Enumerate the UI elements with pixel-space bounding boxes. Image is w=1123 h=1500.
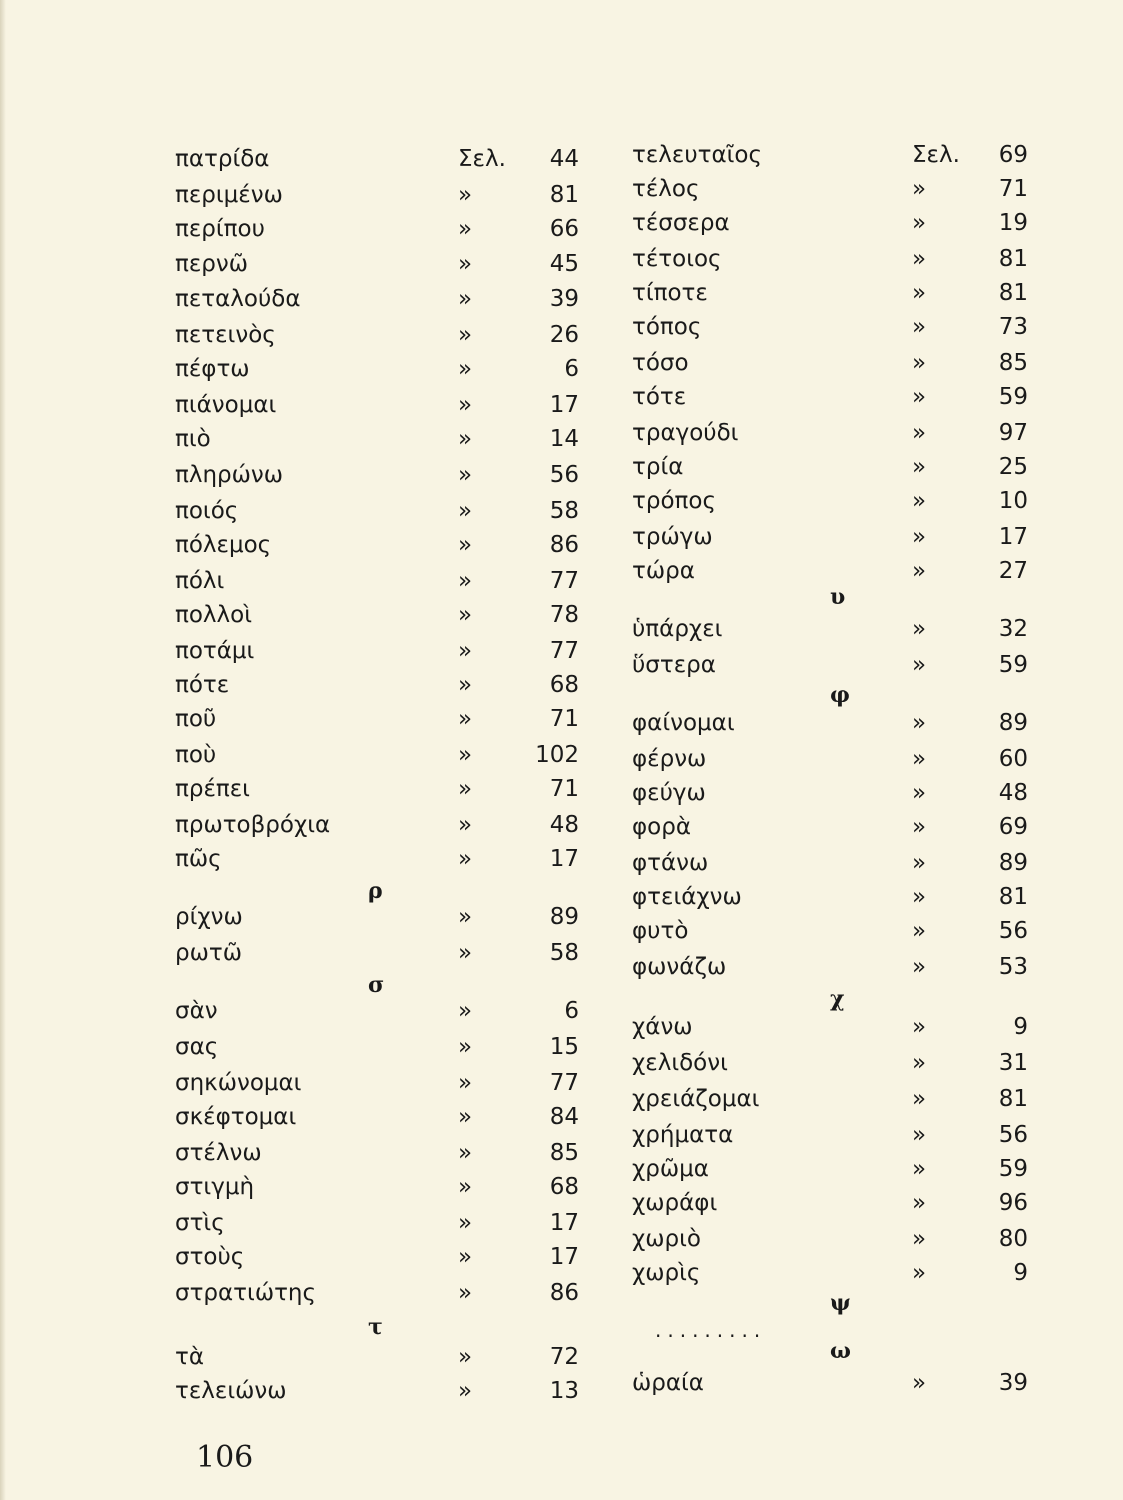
index-entry	[0, 494, 600, 528]
index-entry	[600, 346, 1123, 380]
index-page-number: 81	[998, 246, 1028, 272]
index-page-number: 77	[549, 638, 579, 664]
ditto-mark: »	[458, 1174, 473, 1200]
ditto-mark: »	[458, 776, 473, 802]
ditto-mark: »	[458, 998, 473, 1024]
index-word: φεύγω	[632, 780, 706, 806]
index-entry	[0, 772, 600, 806]
index-page-number: 66	[549, 216, 579, 242]
index-word: περνῶ	[175, 251, 248, 277]
index-word: πόλεμος	[175, 532, 272, 558]
index-word: σὰν	[175, 998, 218, 1024]
index-page-number: 39	[998, 1370, 1028, 1396]
index-word: περιμένω	[175, 182, 283, 208]
index-word: χωριὸ	[632, 1226, 701, 1252]
index-entry	[0, 702, 600, 736]
index-word: φτειάχνω	[632, 884, 742, 910]
ditto-mark: »	[912, 524, 927, 550]
index-page-number: 48	[998, 780, 1028, 806]
index-word: σκέφτομαι	[175, 1104, 297, 1130]
index-entry	[0, 458, 600, 492]
index-entry	[600, 416, 1123, 450]
ditto-mark: »	[912, 350, 927, 376]
ditto-mark: »	[458, 1280, 473, 1306]
index-word: πετεινὸς	[175, 322, 276, 348]
index-entry	[600, 276, 1123, 310]
index-page-number: 60	[998, 746, 1028, 772]
index-page-number: 81	[998, 884, 1028, 910]
index-page-number: 71	[549, 776, 579, 802]
index-word: ποτάμι	[175, 638, 255, 664]
index-entry	[600, 520, 1123, 554]
index-page-number: 85	[549, 1140, 579, 1166]
index-page-number: 97	[998, 420, 1028, 446]
index-word: χωρὶς	[632, 1260, 701, 1286]
index-page-number: 53	[998, 954, 1028, 980]
ditto-mark: »	[912, 918, 927, 944]
index-word: τελειώνω	[175, 1378, 287, 1404]
index-page-number: 9	[1013, 1014, 1028, 1040]
index-entry	[0, 528, 600, 562]
page-label: Σελ.	[458, 146, 506, 172]
ditto-mark: »	[458, 216, 473, 242]
index-entry	[600, 450, 1123, 484]
ditto-mark: »	[912, 558, 927, 584]
index-page-number: 72	[549, 1344, 579, 1370]
index-word: φυτὸ	[632, 918, 689, 944]
ditto-mark: »	[458, 1070, 473, 1096]
index-word: χρήματα	[632, 1122, 734, 1148]
index-entry	[600, 1256, 1123, 1290]
ditto-mark: »	[912, 884, 927, 910]
ditto-mark: »	[458, 1210, 473, 1236]
ditto-mark: »	[458, 286, 473, 312]
ditto-mark: »	[458, 182, 473, 208]
index-word: ρωτῶ	[175, 940, 242, 966]
ditto-mark: »	[912, 850, 927, 876]
index-page-number: 10	[998, 488, 1028, 514]
ditto-mark: »	[458, 1244, 473, 1270]
index-page-number: 59	[998, 652, 1028, 678]
ditto-mark: »	[458, 426, 473, 452]
index-entry	[600, 1082, 1123, 1116]
index-word: πρωτοβρόχια	[175, 812, 331, 838]
ditto-mark: »	[912, 1190, 927, 1216]
index-page-number: 14	[549, 426, 579, 452]
index-word: τὰ	[175, 1344, 205, 1370]
index-entry	[0, 808, 600, 842]
index-word: σας	[175, 1034, 219, 1060]
index-page-number: 102	[535, 742, 579, 768]
index-word: πρέπει	[175, 776, 250, 802]
ditto-mark: »	[912, 314, 927, 340]
ditto-mark: »	[912, 652, 927, 678]
ditto-mark: »	[458, 568, 473, 594]
index-page-number: 84	[549, 1104, 579, 1130]
index-word: ὕστερα	[632, 652, 716, 678]
index-page-number: 26	[549, 322, 579, 348]
index-word: τίποτε	[632, 280, 708, 306]
index-entry	[0, 212, 600, 246]
ditto-mark: »	[912, 1122, 927, 1148]
index-entry	[0, 1374, 600, 1408]
index-page-number: 45	[549, 251, 579, 277]
index-word: χελιδόνι	[632, 1050, 728, 1076]
index-word: πότε	[175, 672, 230, 698]
ditto-mark: »	[458, 498, 473, 524]
index-entry	[0, 564, 600, 598]
section-letter: χ	[830, 986, 845, 1012]
index-word: τέτοιος	[632, 246, 722, 272]
index-entry	[600, 1152, 1123, 1186]
index-word: φαίνομαι	[632, 710, 735, 736]
index-word: πόλι	[175, 568, 225, 594]
section-letter: υ	[830, 584, 846, 610]
index-entry	[0, 598, 600, 632]
index-word: στὶς	[175, 1210, 225, 1236]
index-entry	[0, 1240, 600, 1274]
index-entry	[600, 880, 1123, 914]
index-page-number: 77	[549, 1070, 579, 1096]
section-letter: ψ	[830, 1290, 851, 1316]
index-page-number: 15	[549, 1034, 579, 1060]
index-entry	[600, 1046, 1123, 1080]
index-entry	[0, 388, 600, 422]
index-word: ὑπάρχει	[632, 616, 723, 642]
index-entry	[0, 1066, 600, 1100]
ditto-mark: »	[912, 616, 927, 642]
index-word: στέλνω	[175, 1140, 262, 1166]
index-entry	[0, 422, 600, 456]
index-page-number: 39	[549, 286, 579, 312]
ditto-mark: »	[458, 392, 473, 418]
index-word: τέλος	[632, 176, 700, 202]
index-page-number: 89	[549, 904, 579, 930]
index-entry	[600, 1010, 1123, 1044]
ditto-mark: »	[912, 954, 927, 980]
index-word: χρειάζομαι	[632, 1086, 760, 1112]
index-word: τέσσερα	[632, 210, 730, 236]
index-word: τρία	[632, 454, 684, 480]
ditto-mark: »	[458, 638, 473, 664]
ditto-mark: »	[912, 1086, 927, 1112]
ditto-mark: »	[912, 746, 927, 772]
index-entry	[0, 994, 600, 1028]
section-letter: ω	[830, 1338, 851, 1364]
index-entry	[0, 1030, 600, 1064]
index-entry	[600, 242, 1123, 276]
ditto-mark: »	[458, 322, 473, 348]
index-page-number: 81	[998, 1086, 1028, 1112]
index-word: τόπος	[632, 314, 702, 340]
index-entry	[600, 1118, 1123, 1152]
index-word: στιγμὴ	[175, 1174, 255, 1200]
index-page-number: 69	[998, 142, 1028, 168]
index-entry	[0, 1340, 600, 1374]
ditto-mark: »	[912, 1260, 927, 1286]
index-page-number: 80	[998, 1226, 1028, 1252]
ditto-mark: »	[912, 1156, 927, 1182]
ditto-mark: »	[458, 1104, 473, 1130]
index-word: φωνάζω	[632, 954, 727, 980]
section-letter: ρ	[368, 878, 383, 904]
index-entry	[600, 914, 1123, 948]
index-page-number: 89	[998, 850, 1028, 876]
ditto-mark: »	[458, 251, 473, 277]
index-entry	[0, 900, 600, 934]
index-word: ὡραία	[632, 1370, 704, 1396]
index-word: ποὺ	[175, 742, 217, 768]
index-word: φτάνω	[632, 850, 709, 876]
index-entry	[600, 1222, 1123, 1256]
index-page-number: 73	[998, 314, 1028, 340]
index-page-number: 17	[549, 1210, 579, 1236]
index-page-number: 17	[549, 392, 579, 418]
index-entry	[600, 206, 1123, 240]
index-page-number: 19	[998, 210, 1028, 236]
ditto-mark: »	[458, 940, 473, 966]
index-word: πολλοὶ	[175, 602, 252, 628]
index-page-number: 6	[564, 998, 579, 1024]
page-label: Σελ.	[912, 142, 960, 168]
index-page-number: 17	[549, 846, 579, 872]
ditto-mark: »	[912, 488, 927, 514]
section-letter: φ	[830, 682, 850, 708]
ditto-mark: »	[912, 420, 927, 446]
index-entry	[600, 138, 1123, 172]
index-entry	[0, 352, 600, 386]
index-page-number: 13	[549, 1378, 579, 1404]
index-page-number: 27	[998, 558, 1028, 584]
index-word: ρίχνω	[175, 904, 243, 930]
ditto-mark: »	[912, 1370, 927, 1396]
index-entry	[600, 612, 1123, 646]
ditto-mark: »	[458, 812, 473, 838]
index-page-number: 31	[998, 1050, 1028, 1076]
index-entry	[0, 1100, 600, 1134]
index-entry	[0, 936, 600, 970]
ditto-mark: »	[912, 280, 927, 306]
index-word: στοὺς	[175, 1244, 245, 1270]
index-word: φέρνω	[632, 746, 707, 772]
index-entry	[600, 172, 1123, 206]
ditto-mark: »	[912, 176, 927, 202]
ditto-mark: »	[458, 742, 473, 768]
index-word: ποιός	[175, 498, 239, 524]
ditto-mark: »	[458, 356, 473, 382]
section-letter: τ	[368, 1314, 383, 1340]
index-entry	[0, 178, 600, 212]
index-page-number: 96	[998, 1190, 1028, 1216]
index-page-number: 56	[998, 1122, 1028, 1148]
index-entry	[600, 810, 1123, 844]
index-word: πεταλούδα	[175, 286, 301, 312]
ditto-mark: »	[458, 532, 473, 558]
index-page-number: 56	[998, 918, 1028, 944]
index-word: χρῶμα	[632, 1156, 709, 1182]
empty-section-dots: .........	[655, 1318, 767, 1342]
ditto-mark: »	[458, 904, 473, 930]
index-word: πιάνομαι	[175, 392, 277, 418]
index-entry	[0, 1136, 600, 1170]
index-entry	[0, 1276, 600, 1310]
index-entry	[600, 706, 1123, 740]
index-page-number: 58	[549, 498, 579, 524]
index-word: περίπου	[175, 216, 265, 242]
ditto-mark: »	[458, 1034, 473, 1060]
index-page-number: 78	[549, 602, 579, 628]
index-entry	[600, 310, 1123, 344]
index-entry	[600, 1186, 1123, 1220]
ditto-mark: »	[912, 1014, 927, 1040]
ditto-mark: »	[458, 1140, 473, 1166]
index-page-number: 89	[998, 710, 1028, 736]
index-word: τόσο	[632, 350, 689, 376]
index-page-number: 59	[998, 384, 1028, 410]
index-page-number: 48	[549, 812, 579, 838]
index-page-number: 85	[998, 350, 1028, 376]
ditto-mark: »	[912, 1050, 927, 1076]
index-word: πατρίδα	[175, 146, 270, 172]
index-word: στρατιώτης	[175, 1280, 316, 1306]
index-page-number: 56	[549, 462, 579, 488]
index-page-number: 68	[549, 1174, 579, 1200]
index-page-number: 44	[549, 146, 579, 172]
index-page-number: 32	[998, 616, 1028, 642]
index-page-number: 25	[998, 454, 1028, 480]
ditto-mark: »	[458, 1344, 473, 1370]
index-entry	[0, 282, 600, 316]
index-word: πῶς	[175, 846, 222, 872]
index-entry	[600, 484, 1123, 518]
ditto-mark: »	[458, 1378, 473, 1404]
index-word: σηκώνομαι	[175, 1070, 302, 1096]
index-page-number: 17	[998, 524, 1028, 550]
index-page-number: 71	[549, 706, 579, 732]
index-page-number: 9	[1013, 1260, 1028, 1286]
index-entry	[0, 318, 600, 352]
index-entry	[600, 742, 1123, 776]
section-letter: σ	[368, 972, 385, 998]
ditto-mark: »	[912, 814, 927, 840]
index-entry	[0, 1206, 600, 1240]
ditto-mark: »	[912, 710, 927, 736]
index-entry	[600, 846, 1123, 880]
index-entry	[600, 950, 1123, 984]
index-word: πιὸ	[175, 426, 211, 452]
index-page-number: 69	[998, 814, 1028, 840]
index-page-number: 58	[549, 940, 579, 966]
page-number: 106	[196, 1440, 254, 1475]
index-word: τρόπος	[632, 488, 716, 514]
index-entry	[0, 738, 600, 772]
index-entry	[600, 554, 1123, 588]
index-page-number: 81	[549, 182, 579, 208]
index-entry	[0, 1170, 600, 1204]
ditto-mark: »	[912, 1226, 927, 1252]
index-page-number: 6	[564, 356, 579, 382]
index-entry	[600, 1366, 1123, 1400]
ditto-mark: »	[912, 780, 927, 806]
ditto-mark: »	[458, 672, 473, 698]
index-word: πληρώνω	[175, 462, 284, 488]
ditto-mark: »	[458, 846, 473, 872]
index-word: φορὰ	[632, 814, 692, 840]
ditto-mark: »	[912, 384, 927, 410]
index-word: τελευταῖος	[632, 142, 762, 168]
index-word: ποῦ	[175, 706, 217, 732]
index-word: τώρα	[632, 558, 695, 584]
index-entry	[0, 668, 600, 702]
index-entry	[0, 142, 600, 176]
ditto-mark: »	[912, 246, 927, 272]
index-entry	[0, 247, 600, 281]
index-page-number: 86	[549, 1280, 579, 1306]
index-page-number: 68	[549, 672, 579, 698]
ditto-mark: »	[458, 462, 473, 488]
ditto-mark: »	[458, 706, 473, 732]
index-page-number: 77	[549, 568, 579, 594]
index-entry	[600, 380, 1123, 414]
index-entry	[600, 776, 1123, 810]
ditto-mark: »	[912, 210, 927, 236]
index-entry	[0, 842, 600, 876]
index-page-number: 81	[998, 280, 1028, 306]
index-page-number: 59	[998, 1156, 1028, 1182]
index-entry	[0, 634, 600, 668]
index-page-number: 17	[549, 1244, 579, 1270]
ditto-mark: »	[458, 602, 473, 628]
index-word: τότε	[632, 384, 687, 410]
index-entry	[600, 648, 1123, 682]
index-word: τρώγω	[632, 524, 713, 550]
index-page-number: 86	[549, 532, 579, 558]
index-word: χωράφι	[632, 1190, 718, 1216]
index-word: χάνω	[632, 1014, 693, 1040]
index-word: πέφτω	[175, 356, 250, 382]
index-page-number: 71	[998, 176, 1028, 202]
ditto-mark: »	[912, 454, 927, 480]
index-word: τραγούδι	[632, 420, 739, 446]
